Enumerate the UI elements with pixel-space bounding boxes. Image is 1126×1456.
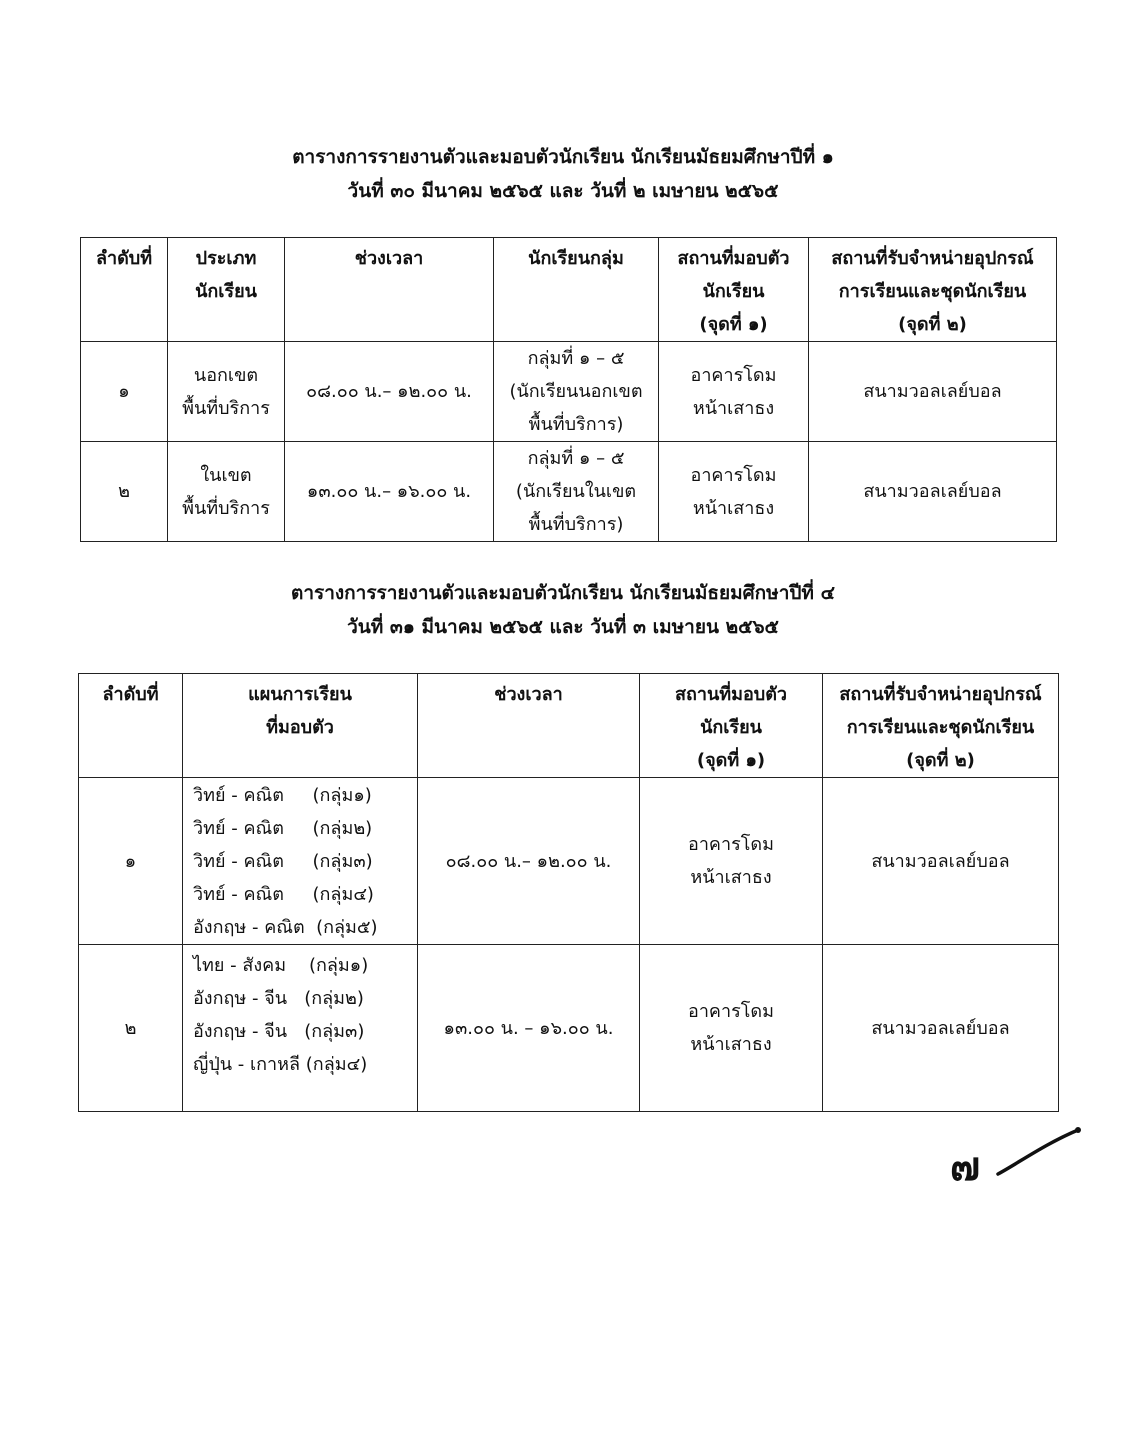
- row-number: ๑: [81, 342, 168, 442]
- table1-title-line2: วันที่ ๓๐ มีนาคม ๒๕๖๕ และ วันที่ ๒ เมษายน ๒๕๖๕: [347, 180, 779, 202]
- supply-place: สนามวอลเลย์บอล: [823, 778, 1059, 945]
- table2-header-row: [79, 674, 1059, 778]
- supply-place: สนามวอลเลย์บอล: [823, 945, 1059, 1112]
- table-row: [79, 945, 1059, 1112]
- table1-title: [0, 140, 1126, 208]
- enrollment-place: อาคารโดม หน้าเสาธง: [659, 442, 809, 542]
- table1-header-time: ช่วงเวลา: [285, 238, 494, 342]
- table1-header-group: นักเรียนกลุ่ม: [494, 238, 659, 342]
- table1-header-row: [81, 238, 1057, 342]
- enrollment-place: อาคารโดม หน้าเสาธง: [640, 778, 823, 945]
- table1-header-place: สถานที่มอบตัว นักเรียน (จุดที่ ๑): [659, 238, 809, 342]
- table2-header-supply: สถานที่รับจำหน่ายอุปกรณ์ การเรียนและชุดนักเรียน (จุดที่ ๒): [823, 674, 1059, 778]
- table2-header-time: ช่วงเวลา: [418, 674, 640, 778]
- time-range: ๑๓.๐๐ น. – ๑๖.๐๐ น.: [418, 945, 640, 1112]
- handwritten-signature-icon: [950, 1122, 1090, 1192]
- table1: [80, 237, 1057, 542]
- study-plans: ไทย - สังคม (กลุ่ม๑) อังกฤษ - จีน (กลุ่ม๒) อังกฤษ - จีน (กลุ่ม๓) ญี่ปุ่น - เกาหลี (กลุ่ม๔): [183, 945, 418, 1112]
- row-number: ๑: [79, 778, 183, 945]
- table1-header-type: ประเภท นักเรียน: [168, 238, 285, 342]
- table1-title-line1: ตารางการรายงานตัวและมอบตัวนักเรียน นักเรียนมัธยมศึกษาปีที่ ๑: [292, 146, 834, 168]
- table1-header-supply: สถานที่รับจำหน่ายอุปกรณ์ การเรียนและชุดนักเรียน (จุดที่ ๒): [809, 238, 1057, 342]
- supply-place: สนามวอลเลย์บอล: [809, 342, 1057, 442]
- enrollment-place: อาคารโดม หน้าเสาธง: [640, 945, 823, 1112]
- table2-header-plan: แผนการเรียน ที่มอบตัว: [183, 674, 418, 778]
- table1-header-no: ลำดับที่: [81, 238, 168, 342]
- time-range: ๑๓.๐๐ น.– ๑๖.๐๐ น.: [285, 442, 494, 542]
- time-range: ๐๘.๐๐ น.– ๑๒.๐๐ น.: [285, 342, 494, 442]
- supply-place: สนามวอลเลย์บอล: [809, 442, 1057, 542]
- student-type: ในเขต พื้นที่บริการ: [168, 442, 285, 542]
- study-plans: วิทย์ - คณิต (กลุ่ม๑) วิทย์ - คณิต (กลุ่ม๒) วิทย์ - คณิต (กลุ่ม๓) วิทย์ - คณิต (กลุ่ม๔) อังกฤษ - คณิต (กลุ่ม๕): [183, 778, 418, 945]
- table-row: [79, 778, 1059, 945]
- table2-header-no: ลำดับที่: [79, 674, 183, 778]
- table2-title-line2: วันที่ ๓๑ มีนาคม ๒๕๖๕ และ วันที่ ๓ เมษายน ๒๕๖๕: [347, 616, 779, 638]
- table-row: [81, 342, 1057, 442]
- row-number: ๒: [79, 945, 183, 1112]
- table-row: [81, 442, 1057, 542]
- table2-title: [0, 576, 1126, 644]
- page-mark-text: ๗: [950, 1144, 981, 1190]
- student-group: กลุ่มที่ ๑ – ๕ (นักเรียนนอกเขต พื้นที่บริการ): [494, 342, 659, 442]
- page-mark: [950, 1122, 1090, 1196]
- table2: [78, 673, 1059, 1112]
- student-type: นอกเขต พื้นที่บริการ: [168, 342, 285, 442]
- row-number: ๒: [81, 442, 168, 542]
- table2-title-line1: ตารางการรายงานตัวและมอบตัวนักเรียน นักเรียนมัธยมศึกษาปีที่ ๔: [291, 582, 835, 604]
- table2-header-place: สถานที่มอบตัว นักเรียน (จุดที่ ๑): [640, 674, 823, 778]
- enrollment-place: อาคารโดม หน้าเสาธง: [659, 342, 809, 442]
- student-group: กลุ่มที่ ๑ – ๕ (นักเรียนในเขต พื้นที่บริการ): [494, 442, 659, 542]
- time-range: ๐๘.๐๐ น.– ๑๒.๐๐ น.: [418, 778, 640, 945]
